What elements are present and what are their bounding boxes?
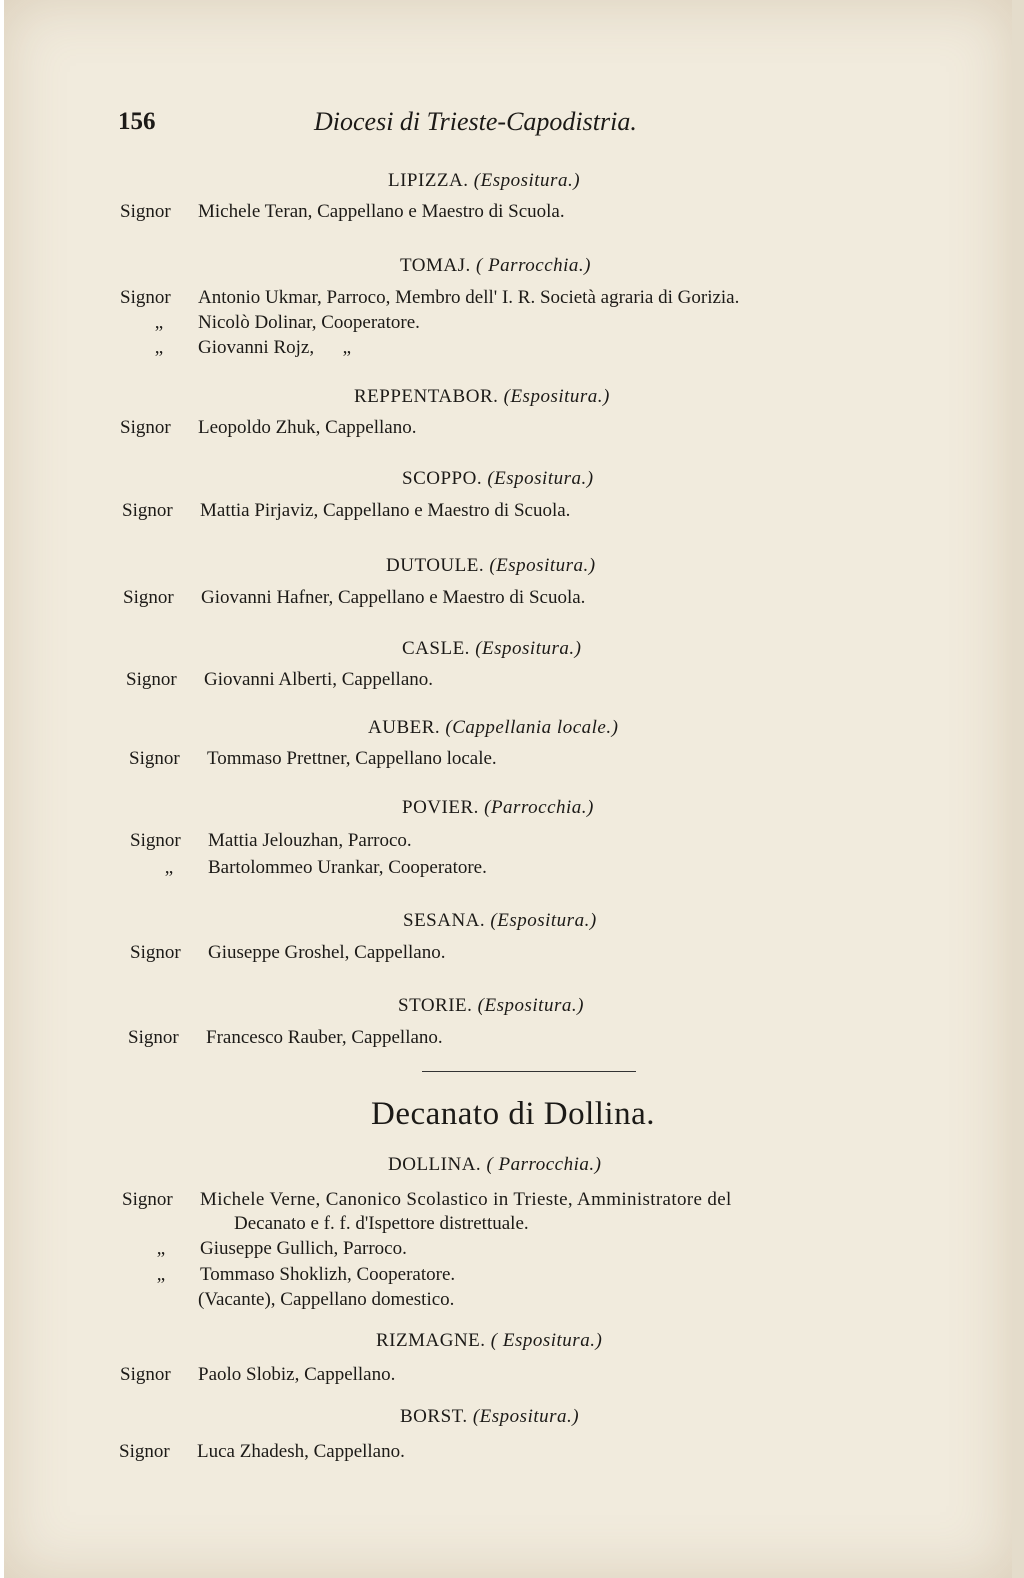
entry-line <box>123 587 585 609</box>
entry-label: Signor <box>122 500 173 521</box>
entry-line <box>122 500 570 522</box>
entry-line <box>122 1189 732 1211</box>
section-type: ( Espositura.) <box>490 1330 603 1351</box>
entry-line <box>120 312 420 334</box>
entry-line <box>128 1027 443 1049</box>
ditto-mark: „ <box>156 1238 166 1259</box>
entry-text: Francesco Rauber, Cappellano. <box>206 1027 443 1048</box>
section-type: (Espositura.) <box>477 995 584 1016</box>
entry-line <box>120 337 351 359</box>
entry-line <box>122 1264 455 1286</box>
entry-label: Signor <box>120 417 171 438</box>
entry-label: Signor <box>120 1364 171 1385</box>
entry-text: Decanato e f. f. d'Ispettore distrettuale. <box>234 1213 529 1234</box>
section-type: (Espositura.) <box>503 386 610 407</box>
section-type: (Parrocchia.) <box>484 797 594 818</box>
entry-line <box>120 287 739 309</box>
entry-text: Nicolò Dolinar, Cooperatore. <box>198 312 420 333</box>
entry-line <box>130 942 445 964</box>
section-heading <box>400 255 591 277</box>
section-heading <box>402 638 581 660</box>
entry-text: Giovanni Rojz, „ <box>198 337 352 358</box>
section-name: REPPENTABOR. <box>354 386 499 407</box>
section-heading <box>403 910 597 932</box>
section-type: (Espositura.) <box>487 468 594 489</box>
entry-line <box>120 201 565 223</box>
entry-text: Giovanni Alberti, Cappellano. <box>204 669 434 690</box>
entry-line <box>129 748 497 770</box>
entry-line <box>130 857 487 879</box>
section-type: (Espositura.) <box>490 910 597 931</box>
entry-label: Signor <box>129 748 180 769</box>
entry-text: Mattia Pirjaviz, Cappellano e Maestro di Scuola. <box>200 500 571 521</box>
entry-text: Michele Teran, Cappellano e Maestro di Scuola. <box>198 201 565 222</box>
section-name: DOLLINA. <box>388 1154 482 1175</box>
entry-label: Signor <box>123 587 174 608</box>
section-name: SCOPPO. <box>402 468 483 489</box>
entry-text: Tommaso Prettner, Cappellano locale. <box>207 748 497 769</box>
entry-text: Antonio Ukmar, Parroco, Membro dell' I. R. Società agraria di Gorizia. <box>198 287 740 308</box>
section-heading <box>400 1406 579 1428</box>
entry-text: Giuseppe Groshel, Cappellano. <box>208 942 446 963</box>
section-name: AUBER. <box>368 717 441 738</box>
section-type: (Cappellania locale.) <box>445 717 619 738</box>
section-type: (Espositura.) <box>473 170 581 191</box>
section-heading <box>354 386 610 408</box>
section-name: DUTOULE. <box>386 555 485 576</box>
entry-text: Mattia Jelouzhan, Parroco. <box>208 830 412 851</box>
section-divider <box>422 1071 636 1072</box>
entry-text: Giuseppe Gullich, Parroco. <box>200 1238 407 1259</box>
section-type: ( Parrocchia.) <box>486 1154 602 1175</box>
page-number: 156 <box>118 108 156 135</box>
section-heading <box>398 995 584 1017</box>
entry-label: Signor <box>126 669 177 690</box>
section-type: (Espositura.) <box>475 638 582 659</box>
entry-text: Giovanni Hafner, Cappellano e Maestro di Scuola. <box>201 587 586 608</box>
section-type: (Espositura.) <box>489 555 596 576</box>
entry-line <box>126 669 433 691</box>
section-type: ( Parrocchia.) <box>476 255 591 276</box>
entry-line <box>122 1238 407 1260</box>
section-heading <box>376 1330 602 1352</box>
decanato-title: Decanato di Dollina. <box>371 1096 655 1132</box>
entry-label: Signor <box>119 1441 170 1462</box>
page-edge <box>1012 0 1024 1578</box>
section-name: STORIE. <box>398 995 473 1016</box>
entry-label: Signor <box>130 830 181 851</box>
section-name: TOMAJ. <box>400 255 471 276</box>
section-name: SESANA. <box>403 910 486 931</box>
ditto-mark: „ <box>156 1264 166 1285</box>
entry-text: Michele Verne, Canonico Scolastico in Trieste, Amministratore del <box>200 1189 732 1210</box>
section-type: (Espositura.) <box>472 1406 580 1427</box>
section-name: POVIER. <box>402 797 479 818</box>
section-name: BORST. <box>400 1406 468 1427</box>
entry-label: Signor <box>122 1189 173 1210</box>
running-title: Diocesi di Trieste-Capodistria. <box>314 107 637 136</box>
section-heading <box>402 468 594 490</box>
section-heading <box>388 170 580 192</box>
entry-text: Leopoldo Zhuk, Cappellano. <box>198 417 417 438</box>
section-heading <box>368 717 618 739</box>
book-page <box>4 0 1012 1578</box>
entry-label: Signor <box>120 287 171 308</box>
entry-line <box>130 830 412 852</box>
ditto-mark: „ <box>164 857 174 878</box>
section-name: LIPIZZA. <box>388 170 469 191</box>
ditto-mark: „ <box>154 337 164 358</box>
entry-label: Signor <box>128 1027 179 1048</box>
section-heading <box>386 555 596 577</box>
entry-label: Signor <box>120 201 171 222</box>
section-name: CASLE. <box>402 638 470 659</box>
entry-line <box>120 1364 395 1386</box>
entry-text: (Vacante), Cappellano domestico. <box>198 1289 455 1310</box>
entry-line <box>234 1213 529 1235</box>
ditto-mark: „ <box>154 312 164 333</box>
entry-text: Luca Zhadesh, Cappellano. <box>197 1441 405 1462</box>
section-heading <box>402 797 594 819</box>
entry-text: Paolo Slobiz, Cappellano. <box>198 1364 396 1385</box>
entry-label: Signor <box>130 942 181 963</box>
entry-line <box>198 1289 454 1311</box>
entry-text: Bartolommeo Urankar, Cooperatore. <box>208 857 487 878</box>
entry-text: Tommaso Shoklizh, Cooperatore. <box>200 1264 456 1285</box>
entry-line <box>119 1441 405 1463</box>
section-name: RIZMAGNE. <box>376 1330 486 1351</box>
section-heading <box>388 1154 601 1176</box>
entry-line <box>120 417 416 439</box>
